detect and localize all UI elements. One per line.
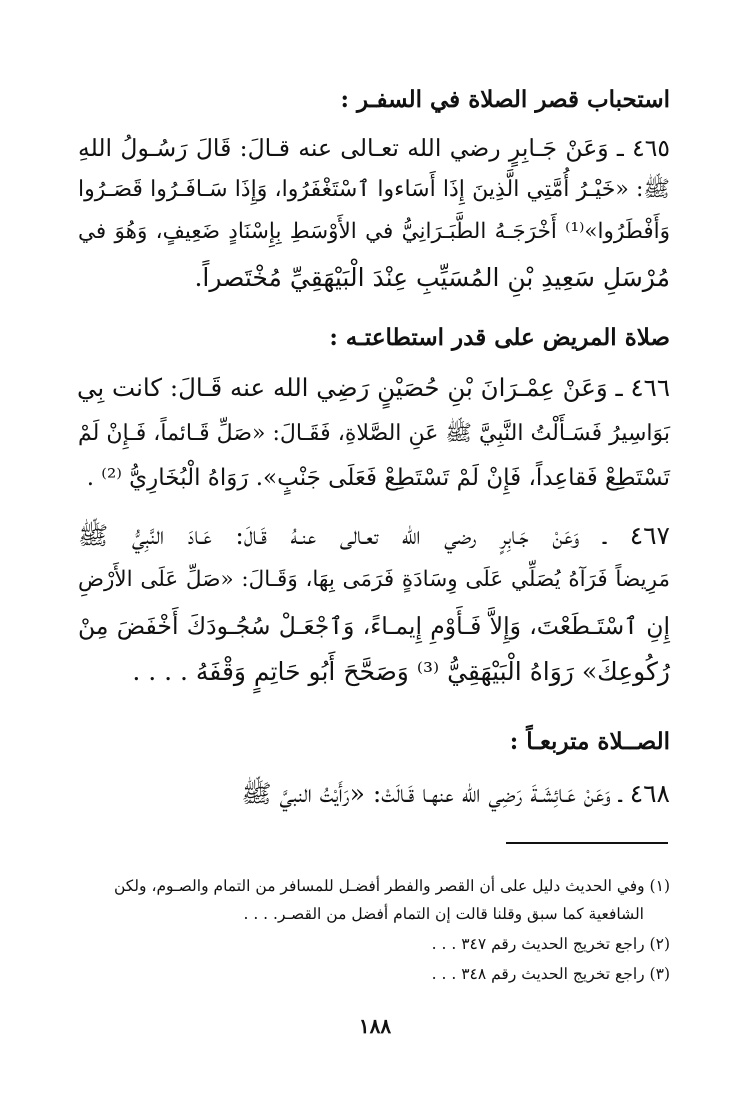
footnote: (٢) راجع تخريج الحديث رقم ٣٤٧ . . . [431, 935, 670, 953]
hadith-line: بَوَاسِيرُ فَسَـأَلْتُ النَّبِيَّ ﷺ عَنِ الصَّلاةِ، فَقَـالَ: «صَلِّ قَـائماً، فَـإِنْ لَمْ [78, 421, 670, 446]
footnote: الشافعية كما سبق وقلنا قالت إن التمام أفضل من القصـر. . . . [243, 905, 644, 923]
hadith-line: ٤٦٦ ـ وَعَنْ عِمْـرَانَ بْنِ حُصَيْنٍ رَضِي الله عنه قَـالَ: كانت بِي [77, 373, 670, 402]
hadith-line: تَسْتَطِعْ فَقاعِداً، فَإِنْ لَمْ تَسْتَطِعْ فَعَلَى جَنْبٍ». رَوَاهُ الْبُخَارِيُّ ⁽²⁾ . [86, 465, 670, 491]
footnote: (٣) راجع تخريج الحديث رقم ٣٤٨ . . . [431, 965, 670, 983]
hadith-line: وَأَفْطَرُوا»⁽¹⁾ أَخْرَجَـهُ الطَّبَـرَانِيُّ في الأَوْسَطِ بِإِسْنَادٍ ضَعِيفٍ، وَهُوَ في [78, 219, 670, 244]
section-heading: استحباب قصر الصلاة في السفـر : [340, 86, 670, 113]
hadith-line: ٤٦٥ ـ وَعَنْ جَـابِرٍ رضي الله تعـالى عنه قـالَ: قَالَ رَسُـولُ اللهِ [78, 134, 670, 162]
hadith-line: ٤٦٨ ـ وَعَنْ عَـائِشَـةَ رَضِي الله عنهـا قَـالَتْ: «رَأَيْتُ النبيَّ ﷺ [241, 779, 670, 808]
section-heading: صلاة المريض على قدر استطاعتـه : [329, 324, 670, 351]
hadith-line: ﷺ: «خَيْـرُ أُمَّتِي الَّذِينَ إِذَا أَسَاءوا ٱسْتَغْفَرُوا، وَإِذَا سَـافَـرُوا قَصَـرُوا [78, 177, 670, 202]
hadith-line: مَرِيضاً فَرَآهُ يُصَلِّي عَلَى وِسَادَةٍ فَرَمَى بِهَا، وَقَـالَ: «صَلِّ عَلَى الأَرْضِ [78, 567, 670, 592]
page-number: ١٨٨ [358, 1014, 392, 1038]
section-heading: الصــلاة متربعـاً : [509, 728, 670, 755]
footnote: (١) وفي الحديث دليل على أن القصر والفطر أفضـل للمسافر من التمام والصـوم، ولكن [113, 877, 670, 895]
hadith-line: رُكُوعِكَ» رَوَاهُ الْبَيْهَقِيُّ ⁽³⁾ وَصَحَّحَ أَبُو حَاتِمٍ وَقْفَهُ . . . . [132, 657, 670, 686]
hadith-line: مُرْسَلِ سَعِيدِ بْنِ المُسَيِّبِ عِنْدَ الْبَيْهَقِيِّ مُخْتَصراً. [194, 263, 670, 292]
hadith-line: ٤٦٧ ـ وَعَنْ جَـابِرٍ رضي الله تعـالى عنـهُ قَـالَ: عَـادَ النَّبِيُّ ﷺ [78, 521, 670, 550]
hadith-line: إِنِ ٱسْتَـطَعْتَ، وَإِلاَّ فَـأَوْمِ إِيمـاءً، وَٱجْعَـلْ سُجُـودَكَ أَخْفَضَ مِنْ [78, 612, 670, 640]
footnote-divider [506, 842, 668, 844]
